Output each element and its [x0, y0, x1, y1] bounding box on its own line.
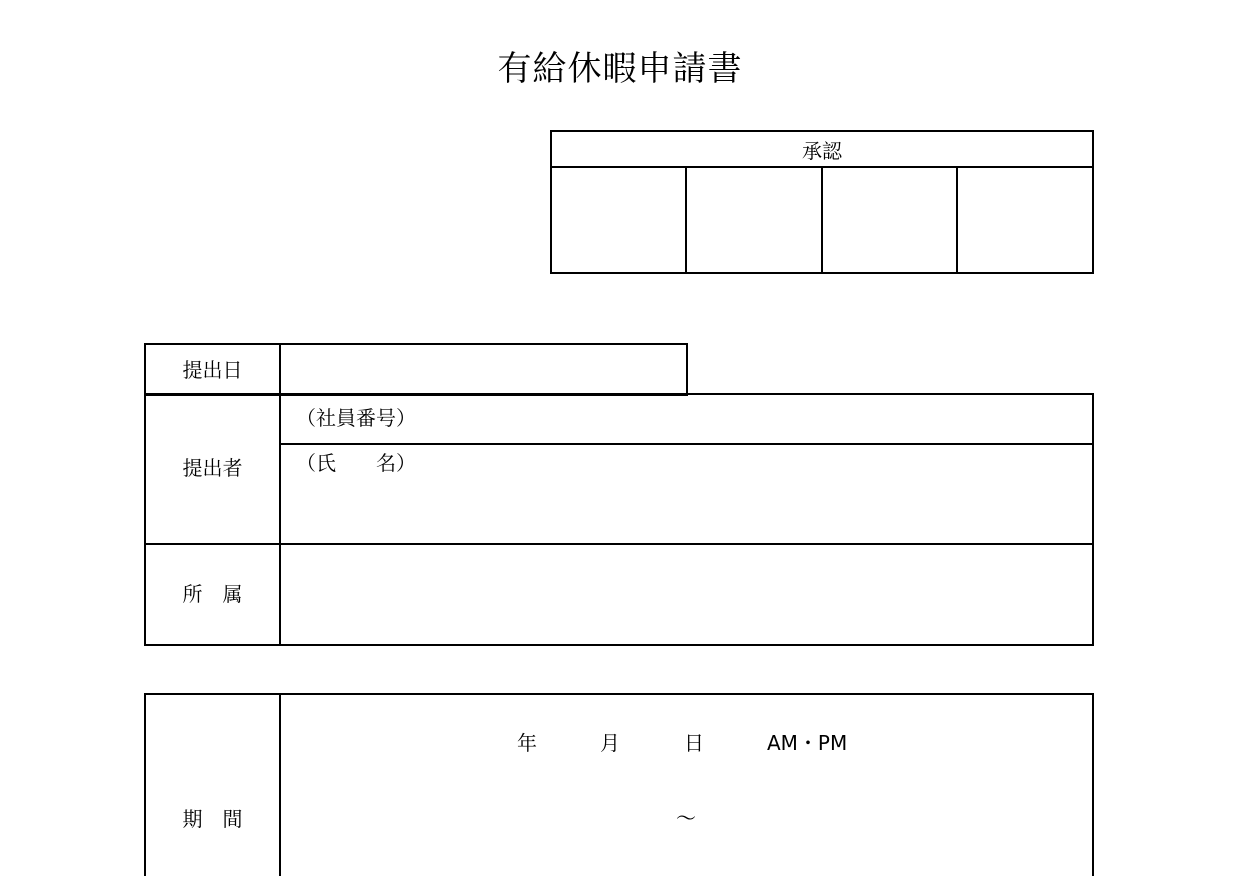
approval-stamp-cell-1[interactable] — [552, 168, 685, 272]
submitter-block-border — [144, 393, 1094, 646]
approval-stamp-cell-2[interactable] — [687, 168, 821, 272]
submission-date-label: 提出日 — [182, 358, 243, 382]
period-block-border — [144, 693, 1094, 876]
start-month-unit: 月 — [600, 731, 620, 755]
start-year-unit: 年 — [517, 731, 537, 755]
submitter-label: 提出者 — [182, 456, 243, 480]
period-divider — [279, 693, 281, 876]
approval-header: 承認 — [802, 139, 842, 163]
approval-stamp-cell-3[interactable] — [823, 168, 956, 272]
department-divider — [144, 543, 1094, 545]
start-day-unit: 日 — [684, 731, 704, 755]
submission-date-divider — [279, 343, 281, 396]
label-column-divider — [279, 393, 281, 646]
start-ampm: AM・PM — [767, 731, 848, 755]
name-label: （氏 名） — [296, 451, 416, 475]
range-separator: ～ — [676, 806, 696, 830]
employee-number-divider — [279, 443, 1094, 445]
period-label: 期 間 — [182, 807, 243, 831]
page-title: 有給休暇申請書 — [497, 49, 743, 89]
department-label: 所 属 — [182, 582, 243, 606]
employee-number-label: （社員番号） — [296, 406, 416, 430]
approval-stamp-cell-4[interactable] — [958, 168, 1092, 272]
